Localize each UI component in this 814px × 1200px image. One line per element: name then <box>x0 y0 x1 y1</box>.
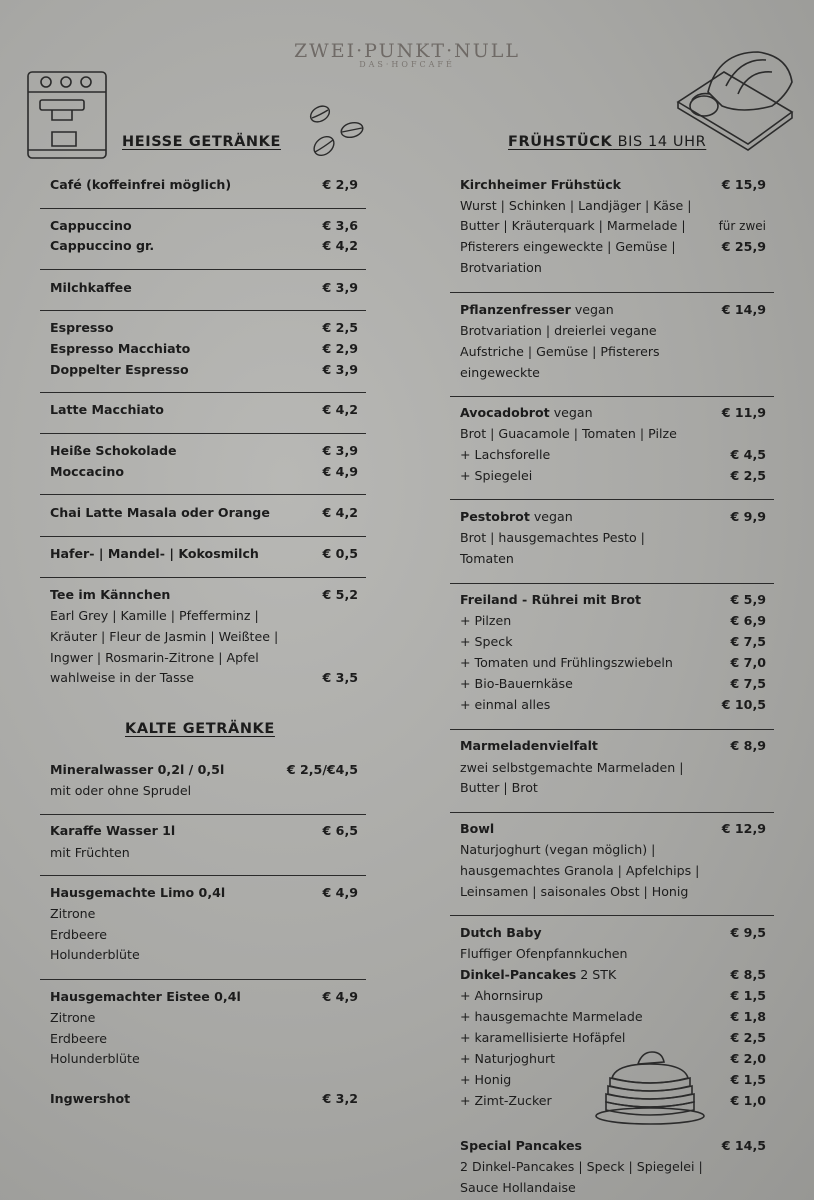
item-price: € 14,5 <box>721 1138 766 1153</box>
item-description: Butter | Kräuterquark | Marmelade | für zwei <box>450 216 774 236</box>
divider <box>40 433 366 434</box>
item-description: hausgemachtes Granola | Apfelchips | <box>460 863 700 878</box>
item-price: € 6,9 <box>730 613 766 628</box>
menu-item <box>40 1089 366 1109</box>
menu-item <box>40 821 366 841</box>
menu-item <box>40 503 366 523</box>
item-addon: + Zimt-Zucker € 1,0 <box>450 1091 774 1111</box>
logo-text: ZWEI·PUNKT·NULL <box>293 40 520 62</box>
item-price: € 8,9 <box>730 738 766 753</box>
item-price: € 9,9 <box>730 509 766 524</box>
item-description: Erdbeere <box>50 1031 108 1046</box>
item-price: € 1,8 <box>730 1009 766 1024</box>
item-price: € 2,5/€4,5 <box>286 762 358 777</box>
item-price: € 4,9 <box>322 464 358 479</box>
item-description: Pfisterers eingeweckte | Gemüse | € 25,9 <box>450 237 774 257</box>
item-name: Bowl <box>460 821 495 836</box>
item-description: Erdbeere <box>50 927 108 942</box>
item-price: € 4,2 <box>322 238 358 253</box>
item-name: Dutch Baby <box>460 925 542 940</box>
divider <box>450 396 774 397</box>
espresso-machine-icon <box>22 62 112 162</box>
item-price: € 7,0 <box>730 655 766 670</box>
item-addon: + Pilzen € 6,9 <box>450 611 774 631</box>
item-price: € 4,5 <box>730 447 766 462</box>
item-addon: + hausgemachte Marmelade € 1,8 <box>450 1007 774 1027</box>
item-description: Wurst | Schinken | Landjäger | Käse | <box>460 198 692 213</box>
item-name: Freiland - Rührei mit Brot <box>460 592 642 607</box>
item-description: Leinsamen | saisonales Obst | Honig <box>460 884 689 899</box>
item-price: € 4,9 <box>322 989 358 1004</box>
item-description: 2 Dinkel-Pancakes | Speck | Spiegelei | <box>460 1159 703 1174</box>
divider <box>450 729 774 730</box>
item-name: Avocadobrot vegan <box>460 405 593 420</box>
item-price: € 4,2 <box>322 505 358 520</box>
item-price: € 5,2 <box>322 587 358 602</box>
item-name: Cappuccino <box>50 218 132 233</box>
item-price: € 15,9 <box>721 177 766 192</box>
item-description: zwei selbstgemachte Marmeladen | <box>460 760 684 775</box>
menu-item <box>40 318 366 338</box>
item-description: Brotvariation <box>460 260 542 275</box>
item-description: Brot | hausgemachtes Pesto | <box>460 530 645 545</box>
item-price: € 10,5 <box>721 697 766 712</box>
item-price: € 4,9 <box>322 885 358 900</box>
section-title-hot-drinks: HEISSE GETRÄNKE <box>122 134 281 150</box>
item-addon: + Bio-Bauernkäse € 7,5 <box>450 674 774 694</box>
divider <box>40 494 366 495</box>
item-price: € 7,5 <box>730 676 766 691</box>
section-title-breakfast: FRÜHSTÜCK BIS 14 UHR <box>508 134 707 150</box>
item-name: Hafer- | Mandel- | Kokosmilch <box>50 546 259 561</box>
item-description: Holunderblüte <box>50 1051 140 1066</box>
item-price: € 2,5 <box>322 320 358 335</box>
item-description: Brotvariation | dreierlei vegane <box>460 323 657 338</box>
menu-item <box>40 360 366 380</box>
item-price: € 3,9 <box>322 280 358 295</box>
item-name: Dinkel-Pancakes 2 STK <box>460 967 617 982</box>
item-name: Tee im Kännchen <box>50 587 171 602</box>
item-name: Latte Macchiato <box>50 402 164 417</box>
menu-item <box>40 175 366 195</box>
divider <box>40 392 366 393</box>
item-name: Milchkaffee <box>50 280 132 295</box>
item-addon: + Lachsforelle € 4,5 <box>450 445 774 465</box>
item-name: Moccacino <box>50 464 125 479</box>
item-description: Earl Grey | Kamille | Pfefferminz | <box>50 608 259 623</box>
coffee-beans-icon <box>306 100 370 164</box>
item-description: mit Früchten <box>50 845 130 860</box>
item-note: für zwei <box>718 219 766 233</box>
menu-item <box>40 278 366 298</box>
item-price: € 5,9 <box>730 592 766 607</box>
item-name: Mineralwasser 0,2l / 0,5l <box>50 762 225 777</box>
divider <box>40 814 366 815</box>
item-price: € 1,0 <box>730 1093 766 1108</box>
item-price: € 2,0 <box>730 1051 766 1066</box>
item-price: € 12,9 <box>721 821 766 836</box>
item-addon: + Naturjoghurt € 2,0 <box>450 1049 774 1069</box>
item-price: € 7,5 <box>730 634 766 649</box>
divider <box>450 499 774 500</box>
divider <box>40 979 366 980</box>
item-description: mit oder ohne Sprudel <box>50 783 192 798</box>
menu-item <box>40 216 366 236</box>
menu-item <box>40 883 366 903</box>
item-description: Brot | Guacamole | Tomaten | Pilze <box>460 426 677 441</box>
item-addon: + Honig € 1,5 <box>450 1070 774 1090</box>
item-name: Cappuccino gr. <box>50 238 155 253</box>
item-price: € 6,5 <box>322 823 358 838</box>
item-price: € 2,5 <box>730 468 766 483</box>
item-name: Espresso <box>50 320 114 335</box>
menu-item <box>40 987 366 1007</box>
divider <box>40 577 366 578</box>
item-name: Café (koffeinfrei möglich) <box>50 177 232 192</box>
item-price: € 3,9 <box>322 443 358 458</box>
item-price: € 14,9 <box>721 302 766 317</box>
divider <box>40 269 366 270</box>
item-description: Tomaten <box>460 551 514 566</box>
item-name: Pestobrot vegan <box>460 509 573 524</box>
item-description: Kräuter | Fleur de Jasmin | Weißtee | <box>50 629 279 644</box>
divider <box>450 583 774 584</box>
item-description: Zitrone <box>50 906 96 921</box>
divider <box>40 310 366 311</box>
item-price: € 4,2 <box>322 402 358 417</box>
menu-item <box>40 760 366 780</box>
item-name: Hausgemachte Limo 0,4l <box>50 885 226 900</box>
item-description: Fluffiger Ofenpfannkuchen <box>460 946 628 961</box>
menu-item <box>450 403 774 423</box>
item-addon: + einmal alles € 10,5 <box>450 695 774 715</box>
item-addon: + Tomaten und Frühlingszwiebeln € 7,0 <box>450 653 774 673</box>
item-addon: + Speck € 7,5 <box>450 632 774 652</box>
menu-item <box>450 175 774 195</box>
item-name: Ingwershot <box>50 1091 131 1106</box>
item-description: Ingwer | Rosmarin-Zitrone | Apfel <box>50 650 259 665</box>
menu-item <box>40 400 366 420</box>
item-price: € 3,5 <box>322 670 358 685</box>
item-price: € 3,2 <box>322 1091 358 1106</box>
item-price: € 9,5 <box>730 925 766 940</box>
item-price: € 25,9 <box>721 239 766 254</box>
menu-item <box>40 462 366 482</box>
item-addon: + Ahornsirup € 1,5 <box>450 986 774 1006</box>
item-price: € 1,5 <box>730 1072 766 1087</box>
item-description: eingeweckte <box>460 365 540 380</box>
divider <box>450 812 774 813</box>
item-addon: + karamellisierte Hofäpfel € 2,5 <box>450 1028 774 1048</box>
item-price: € 2,9 <box>322 341 358 356</box>
menu-item <box>450 736 774 756</box>
section-title-cold-drinks: KALTE GETRÄNKE <box>125 721 275 737</box>
item-price: € 3,9 <box>322 362 358 377</box>
item-name: Karaffe Wasser 1l <box>50 823 176 838</box>
item-price: € 2,5 <box>730 1030 766 1045</box>
menu-item <box>40 236 366 256</box>
item-description: Holunderblüte <box>50 947 140 962</box>
item-description: Sauce Hollandaise <box>460 1180 576 1195</box>
item-name: Marmeladenvielfalt <box>460 738 598 753</box>
divider <box>40 208 366 209</box>
menu-item <box>450 819 774 839</box>
item-name: Espresso Macchiato <box>50 341 191 356</box>
divider <box>40 536 366 537</box>
menu-item <box>40 585 366 605</box>
item-name: Special Pancakes <box>460 1138 583 1153</box>
menu-item <box>450 507 774 527</box>
menu-item <box>40 544 366 564</box>
item-description: Aufstriche | Gemüse | Pfisterers <box>460 344 660 359</box>
item-description: Zitrone <box>50 1010 96 1025</box>
item-name: Pflanzenfresser vegan <box>460 302 614 317</box>
menu-item <box>450 965 774 985</box>
menu-item <box>450 300 774 320</box>
item-description: wahlweise in der Tasse € 3,5 <box>40 668 366 688</box>
item-name: Hausgemachter Eistee 0,4l <box>50 989 241 1004</box>
item-price: € 8,5 <box>730 967 766 982</box>
item-price: € 11,9 <box>721 405 766 420</box>
item-price: € 0,5 <box>322 546 358 561</box>
item-name: Kirchheimer Frühstück <box>460 177 622 192</box>
item-price: € 2,9 <box>322 177 358 192</box>
divider <box>40 875 366 876</box>
item-name: Doppelter Espresso <box>50 362 189 377</box>
menu-item <box>40 441 366 461</box>
item-addon: + Spiegelei € 2,5 <box>450 466 774 486</box>
menu-item <box>450 1136 774 1156</box>
menu-item <box>40 339 366 359</box>
item-price: € 3,6 <box>322 218 358 233</box>
item-name: Chai Latte Masala oder Orange <box>50 505 270 520</box>
item-price: € 1,5 <box>730 988 766 1003</box>
divider <box>450 292 774 293</box>
menu-item <box>450 923 774 943</box>
menu-item <box>450 590 774 610</box>
item-description: Butter | Brot <box>460 780 538 795</box>
item-description: Naturjoghurt (vegan möglich) | <box>460 842 656 857</box>
item-name: Heiße Schokolade <box>50 443 177 458</box>
logo-subtitle: DAS·HOFCAFÉ <box>359 60 455 69</box>
divider <box>450 915 774 916</box>
